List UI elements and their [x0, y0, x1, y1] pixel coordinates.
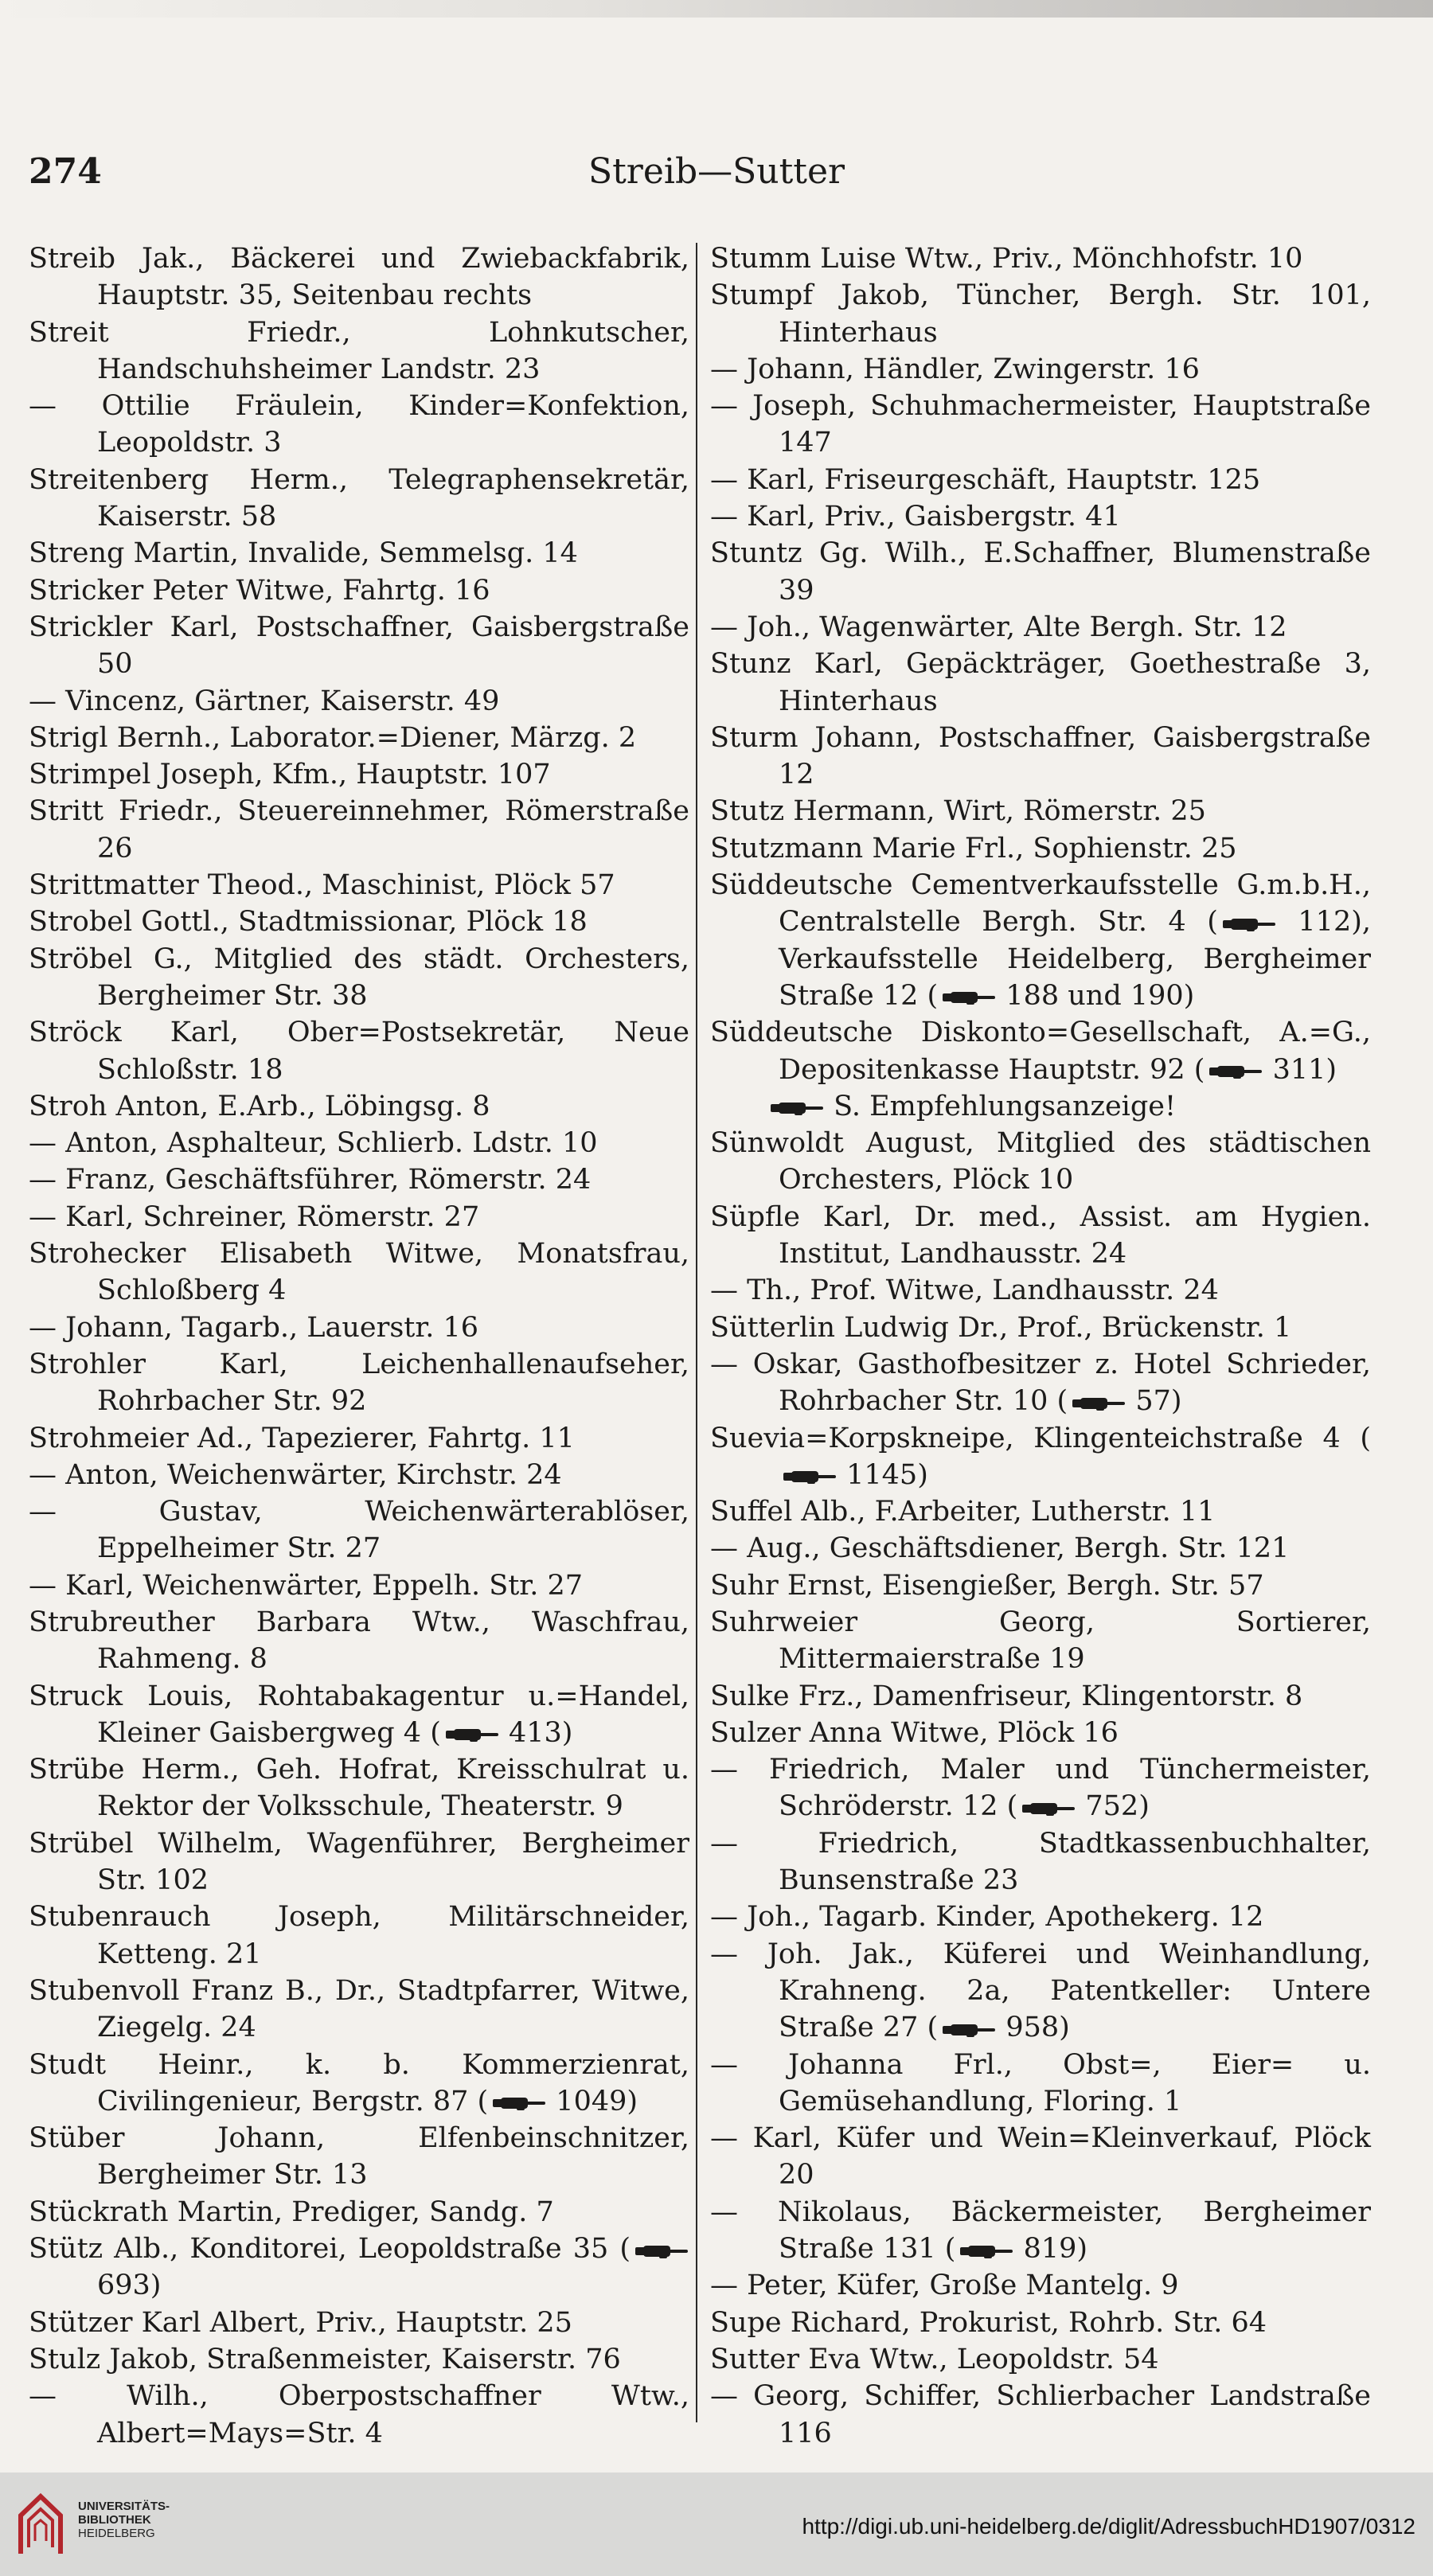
left-entry: Ströbel G., Mitglied des städt. Orchesters, Bergheimer Str. 38: [29, 943, 689, 1012]
logo-line-3: HEIDELBERG: [78, 2527, 155, 2540]
right-entry: Stutzmann Marie Frl., Sophienstr. 25: [710, 832, 1237, 865]
left-entry: Strübel Wilhelm, Wagenführer, Bergheimer Str. 102: [29, 1827, 689, 1897]
right-entry: Suffel Alb., F.Arbeiter, Lutherstr. 11: [710, 1496, 1216, 1528]
right-entry: Stumpf Jakob, Tüncher, Bergh. Str. 101, Hinterhaus: [710, 279, 1371, 349]
right-entry: Sutter Eva Wtw., Leopoldstr. 54: [710, 2343, 1159, 2375]
telephone-hand-icon: [1017, 1797, 1076, 1819]
right-entry: — Karl, Priv., Gaisbergstr. 41: [710, 501, 1121, 533]
left-entry: Strimpel Joseph, Kfm., Hauptstr. 107: [29, 759, 551, 791]
right-entry: — Georg, Schiffer, Schlierbacher Landstraße 116: [710, 2380, 1371, 2449]
right-entry: Sütterlin Ludwig Dr., Prof., Brückenstr. 1: [710, 1311, 1292, 1344]
right-entry: Süpfle Karl, Dr. med., Assist. am Hygien. Institut, Landhausstr. 24: [710, 1200, 1371, 1270]
left-entry: — Gustav, Weichenwärterablöser, Eppelheimer Str. 27: [29, 1496, 689, 1565]
left-entry: Stützer Karl Albert, Priv., Hauptstr. 25: [29, 2306, 572, 2339]
left-entry: — Karl, Schreiner, Römerstr. 27: [29, 1200, 480, 1233]
running-head: Streib—Sutter: [588, 151, 845, 192]
left-entry: Strübe Herm., Geh. Hofrat, Kreisschulrat u. Rektor der Volksschule, Theaterstr. 9: [29, 1754, 689, 1823]
left-entry: Stückrath Martin, Prediger, Sandg. 7: [29, 2195, 554, 2228]
telephone-hand-icon: [1205, 1060, 1263, 1082]
left-entry: Streib Jak., Bäckerei und Zwiebackfabrik, Hauptstr. 35, Seitenbau rechts: [29, 243, 689, 312]
library-logo-text: [78, 2500, 170, 2540]
telephone-hand-icon: [955, 2239, 1014, 2262]
right-entry: Süddeutsche Diskonto=Gesellschaft, A.=G., Depositenkasse Hauptstr. 92 ( 311): [710, 1017, 1371, 1086]
right-entry: S. Empfehlungsanzeige!: [710, 1088, 1371, 1125]
left-entry: Stüber Johann, Elfenbeinschnitzer, Bergheimer Str. 13: [29, 2122, 689, 2192]
left-entry: Strigl Bernh., Laborator.=Diener, Märzg. 2: [29, 721, 637, 754]
pointing-hand-icon: [766, 1096, 825, 1118]
right-entry: Suhrweier Georg, Sortierer, Mittermaierstraße 19: [710, 1606, 1371, 1676]
left-entry: Stricker Peter Witwe, Fahrtg. 16: [29, 574, 490, 607]
left-entry: Struck Louis, Rohtabakagentur u.=Handel, Kleiner Gaisbergweg 4 ( 413): [29, 1680, 689, 1749]
left-entry: Stritt Friedr., Steuereinnehmer, Römerstraße 26: [29, 795, 689, 865]
right-entry: Sünwoldt August, Mitglied des städtischen Orchesters, Plöck 10: [710, 1127, 1371, 1196]
right-entry: — Nikolaus, Bäckermeister, Bergheimer Straße 131 ( 819): [710, 2195, 1371, 2266]
left-entry: Studt Heinr., k. b. Kommerzienrat, Civilingenieur, Bergstr. 87 ( 1049): [29, 2048, 689, 2117]
right-entry: — Aug., Geschäftsdiener, Bergh. Str. 121: [710, 1532, 1290, 1565]
telephone-hand-icon: [779, 1465, 838, 1487]
right-entry: — Joseph, Schuhmachermeister, Hauptstraße 147: [710, 390, 1371, 459]
telephone-hand-icon: [938, 986, 997, 1008]
right-entry: — Joh., Tagarb. Kinder, Apothekerg. 12: [710, 1901, 1264, 1934]
left-entry: — Franz, Geschäftsführer, Römerstr. 24: [29, 1164, 592, 1196]
telephone-hand-icon: [631, 2239, 689, 2262]
left-entry: Streng Martin, Invalide, Semmelsg. 14: [29, 537, 578, 570]
left-entry: Strobel Gottl., Stadtmissionar, Plöck 18: [29, 906, 588, 939]
right-entry: Stutz Hermann, Wirt, Römerstr. 25: [710, 795, 1206, 828]
left-entry: Ströck Karl, Ober=Postsekretär, Neue Schloßstr. 18: [29, 1017, 689, 1086]
left-entry: — Wilh., Oberpostschaffner Wtw., Albert=Mays=Str. 4: [29, 2380, 689, 2449]
logo-line-1: UNIVERSITÄTS-: [78, 2500, 170, 2513]
right-entry: — Johanna Frl., Obst=, Eier= u. Gemüsehandlung, Floring. 1: [710, 2048, 1371, 2117]
left-entry: Streitenberg Herm., Telegraphensekretär, Kaiserstr. 58: [29, 463, 689, 533]
right-entry: Stunz Karl, Gepäckträger, Goethestraße 3, Hinterhaus: [710, 648, 1371, 717]
right-entry: Sturm Johann, Postschaffner, Gaisbergstraße 12: [710, 721, 1371, 791]
right-entry: Supe Richard, Prokurist, Rohrb. Str. 64: [710, 2306, 1267, 2339]
left-entry: Stubenrauch Joseph, Militärschneider, Ketteng. 21: [29, 1901, 689, 1970]
left-entry: — Ottilie Fräulein, Kinder=Konfektion, Leopoldstr. 3: [29, 390, 689, 459]
logo-line-2: BIBLIOTHEK: [78, 2513, 151, 2527]
left-entry: — Karl, Weichenwärter, Eppelh. Str. 27: [29, 1569, 583, 1602]
right-entry: — Oskar, Gasthofbesitzer z. Hotel Schrieder, Rohrbacher Str. 10 ( 57): [710, 1348, 1371, 1418]
left-entry: — Anton, Weichenwärter, Kirchstr. 24: [29, 1458, 562, 1491]
right-entry: — Johann, Händler, Zwingerstr. 16: [710, 353, 1200, 385]
left-entry: — Johann, Tagarb., Lauerstr. 16: [29, 1311, 479, 1344]
left-entry: Strohler Karl, Leichenhallenaufseher, Rohrbacher Str. 92: [29, 1348, 689, 1418]
right-entry: — Karl, Friseurgeschäft, Hauptstr. 125: [710, 463, 1261, 496]
page-number: 274: [29, 151, 102, 192]
telephone-hand-icon: [938, 2018, 997, 2040]
column-divider: [696, 243, 697, 2422]
right-entry: — Friedrich, Maler und Tünchermeister, Schröderstr. 12 ( 752): [710, 1754, 1371, 1823]
telephone-hand-icon: [1218, 912, 1277, 935]
university-seal-icon: [14, 2492, 67, 2558]
right-entry: Suevia=Korpskneipe, Klingenteichstraße 4 ( 1145): [710, 1422, 1371, 1491]
right-entry: Suhr Ernst, Eisengießer, Bergh. Str. 57: [710, 1569, 1264, 1602]
left-entry: Strickler Karl, Postschaffner, Gaisbergstraße 50: [29, 611, 689, 681]
telephone-hand-icon: [488, 2091, 547, 2113]
right-entry: — Joh., Wagenwärter, Alte Bergh. Str. 12: [710, 611, 1287, 643]
left-entry: Stroh Anton, E.Arb., Löbingsg. 8: [29, 1090, 490, 1122]
left-column: [29, 240, 689, 2452]
right-entry: Süddeutsche Cementverkaufsstelle G.m.b.H., Centralstelle Bergh. Str. 4 ( 112), Verkaufsstelle Heidelberg, Bergheimer Straße 12 ( 188 und 190): [710, 869, 1371, 1012]
left-entry: — Anton, Asphalteur, Schlierb. Ldstr. 10: [29, 1127, 598, 1160]
left-entry: Strohmeier Ad., Tapezierer, Fahrtg. 11: [29, 1422, 575, 1454]
digitization-footer: [0, 2473, 1433, 2576]
right-column: [710, 240, 1371, 2452]
right-entry: — Friedrich, Stadtkassenbuchhalter, Bunsenstraße 23: [710, 1827, 1371, 1897]
left-entry: Strubreuther Barbara Wtw., Waschfrau, Rahmeng. 8: [29, 1606, 689, 1676]
telephone-hand-icon: [1068, 1391, 1126, 1414]
left-entry: Stubenvoll Franz B., Dr., Stadtpfarrer, Witwe, Ziegelg. 24: [29, 1974, 689, 2044]
right-entry: Stumm Luise Wtw., Priv., Mönchhofstr. 10: [710, 243, 1303, 275]
left-entry: Stütz Alb., Konditorei, Leopoldstraße 35 ( 693): [29, 2231, 689, 2305]
right-entry: — Joh. Jak., Küferei und Weinhandlung, Krahneng. 2a, Patentkeller: Untere Straße 27 ( 958): [710, 1938, 1371, 2044]
source-url-link[interactable]: http://digi.ub.uni-heidelberg.de/diglit/AdressbuchHD1907/0312: [802, 2514, 1415, 2539]
right-entry: — Peter, Küfer, Große Mantelg. 9: [710, 2270, 1179, 2302]
right-entry: — Th., Prof. Witwe, Landhausstr. 24: [710, 1274, 1219, 1307]
left-entry: Strittmatter Theod., Maschinist, Plöck 57: [29, 869, 615, 902]
right-entry: Sulzer Anna Witwe, Plöck 16: [710, 1716, 1119, 1749]
right-entry: Stuntz Gg. Wilh., E.Schaffner, Blumenstraße 39: [710, 537, 1371, 607]
right-entry: — Karl, Küfer und Wein=Kleinverkauf, Plöck 20: [710, 2122, 1371, 2192]
left-entry: Strohecker Elisabeth Witwe, Monatsfrau, Schloßberg 4: [29, 1238, 689, 1307]
telephone-hand-icon: [441, 1723, 500, 1745]
left-entry: Stulz Jakob, Straßenmeister, Kaiserstr. 76: [29, 2343, 621, 2375]
left-entry: — Vincenz, Gärtner, Kaiserstr. 49: [29, 685, 500, 717]
right-entry: Sulke Frz., Damenfriseur, Klingentorstr. 8: [710, 1680, 1303, 1712]
left-entry: Streit Friedr., Lohnkutscher, Handschuhsheimer Landstr. 23: [29, 316, 689, 385]
